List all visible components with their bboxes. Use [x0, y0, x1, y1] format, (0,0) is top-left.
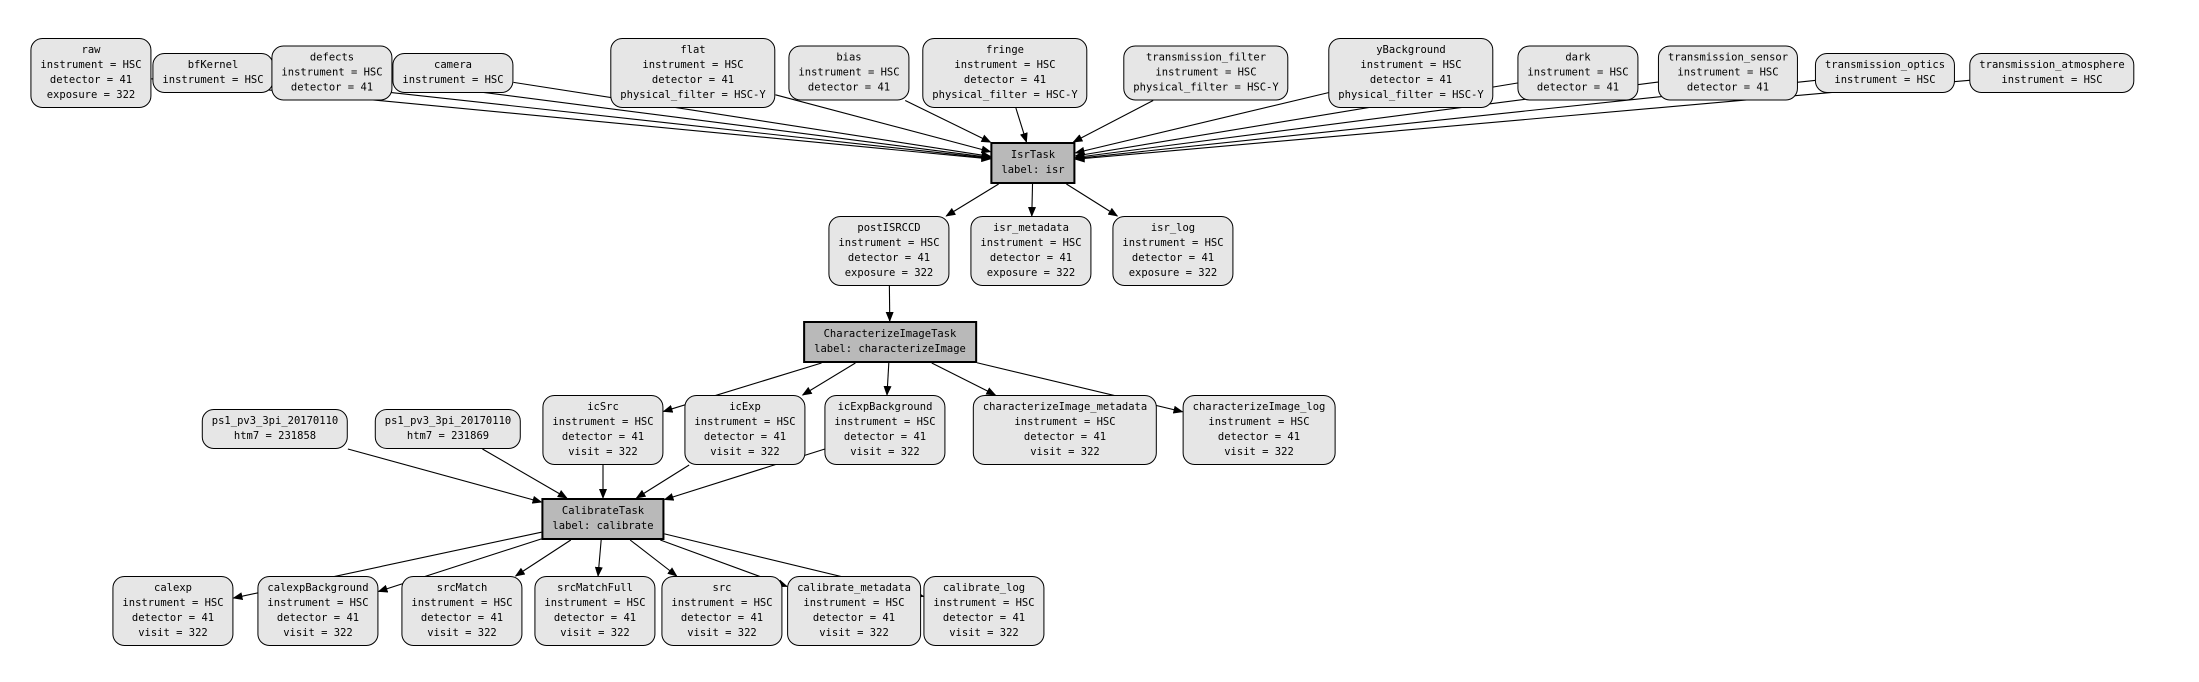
node-attr: instrument = HSC — [1527, 66, 1629, 79]
node-attr: exposure = 322 — [46, 89, 136, 101]
node-attr: detector = 41 — [963, 74, 1047, 86]
node-attr: detector = 41 — [651, 74, 735, 86]
node-title: bias — [836, 51, 862, 64]
node-attr: instrument = HSC — [1122, 237, 1224, 249]
node-attr: instrument = HSC — [798, 66, 900, 79]
node-title: calibrate_log — [942, 582, 1026, 594]
node-fringe — [922, 38, 1087, 108]
node-attr: instrument = HSC — [642, 59, 744, 71]
node-attr: instrument = HSC — [1208, 416, 1310, 428]
node-attr: visit = 322 — [427, 627, 497, 639]
node-attr: instrument = HSC — [1677, 66, 1779, 79]
node-attr: instrument = HSC — [933, 597, 1035, 609]
edge-isr-to-postISRCCD — [946, 184, 998, 216]
node-attr: detector = 41 — [703, 431, 787, 443]
node-title: dark — [1565, 51, 1591, 64]
node-attr: instrument = HSC — [40, 59, 142, 71]
node-attr: instrument = HSC — [980, 237, 1082, 249]
node-srcMatchFull — [534, 576, 655, 646]
node-attr: visit = 322 — [568, 446, 638, 458]
node-attr: detector = 41 — [843, 431, 927, 443]
node-attr: instrument = HSC — [838, 237, 940, 249]
node-defects — [271, 46, 392, 101]
node-attr: detector = 41 — [1686, 81, 1770, 94]
node-attr: detector = 41 — [131, 612, 215, 624]
node-src — [661, 576, 782, 646]
edge-transmission_filter-to-isr — [1073, 101, 1153, 143]
node-title: transmission_atmosphere — [1979, 59, 2125, 71]
node-title: calexpBackground — [267, 582, 369, 594]
node-attr: instrument = HSC — [122, 597, 224, 609]
node-attr: instrument = HSC — [1155, 66, 1257, 79]
node-attr: instrument = HSC — [281, 66, 383, 79]
node-transmission-optics — [1815, 53, 1955, 93]
node-title: icExp — [729, 401, 761, 413]
node-calibrate-task — [541, 498, 664, 540]
node-title: flat — [680, 44, 706, 56]
node-attr: visit = 322 — [819, 627, 889, 639]
node-title: CharacterizeImageTask — [823, 328, 957, 340]
node-attr: instrument = HSC — [834, 416, 936, 428]
node-attr: instrument = HSC — [267, 597, 369, 609]
node-title: CalibrateTask — [561, 505, 645, 517]
node-isr-log — [1112, 216, 1233, 286]
node-attr: detector = 41 — [561, 431, 645, 443]
node-characterizeImage-log — [1183, 395, 1336, 465]
node-bfKernel — [152, 53, 273, 93]
node-title: isr_metadata — [993, 222, 1069, 234]
node-attr: detector = 41 — [49, 74, 133, 86]
node-postISRCCD — [828, 216, 949, 286]
node-attr: instrument = HSC — [803, 597, 905, 609]
node-attr: visit = 322 — [1030, 446, 1100, 458]
node-attr: htm7 = 231869 — [406, 430, 490, 442]
node-attr: physical_filter = HSC-Y — [1133, 81, 1279, 94]
node-calibrate-log — [923, 576, 1044, 646]
node-attr: instrument = HSC — [552, 416, 654, 428]
node-attr: instrument = HSC — [1360, 59, 1462, 71]
node-attr: instrument = HSC — [954, 59, 1056, 71]
node-icExp — [684, 395, 805, 465]
node-calexp — [112, 576, 233, 646]
node-title: isr_log — [1150, 222, 1196, 234]
node-transmission-atmosphere — [1969, 53, 2134, 93]
node-bias — [788, 46, 909, 101]
node-attr: physical_filter = HSC-Y — [1338, 89, 1484, 101]
node-attr: detector = 41 — [1023, 431, 1107, 443]
node-attr: visit = 322 — [949, 627, 1019, 639]
node-attr: detector = 41 — [420, 612, 504, 624]
node-title: transmission_optics — [1824, 59, 1946, 71]
node-transmission-filter — [1123, 46, 1288, 101]
node-title: defects — [309, 51, 355, 64]
edge-calibrate-to-src — [630, 540, 677, 576]
node-characterize-image-task — [803, 321, 977, 363]
node-attr: detector = 41 — [942, 612, 1026, 624]
node-title: postISRCCD — [857, 222, 921, 234]
node-attr: instrument = HSC — [1834, 74, 1936, 86]
node-title: fringe — [986, 44, 1024, 56]
node-transmission-sensor — [1658, 46, 1798, 101]
node-attr: instrument = HSC — [162, 74, 264, 86]
node-yBackground — [1328, 38, 1493, 108]
node-ps1-refcat-231858 — [202, 409, 348, 449]
node-attr: instrument = HSC — [2001, 74, 2103, 86]
node-calibrate-metadata — [787, 576, 921, 646]
node-srcMatch — [401, 576, 522, 646]
node-title: characterizeImage_metadata — [982, 401, 1148, 413]
node-title: bfKernel — [187, 59, 239, 71]
node-title: srcMatchFull — [557, 582, 633, 594]
node-attr: exposure = 322 — [986, 267, 1076, 279]
node-raw — [30, 38, 151, 108]
node-title: srcMatch — [436, 582, 488, 594]
node-ps1-refcat-231869 — [375, 409, 521, 449]
node-title: IsrTask — [1010, 149, 1056, 161]
node-attr: detector = 41 — [276, 612, 360, 624]
node-isr-task — [990, 142, 1075, 184]
node-attr: detector = 41 — [812, 612, 896, 624]
node-title: src — [712, 582, 732, 594]
node-attr: exposure = 322 — [844, 267, 934, 279]
node-attr: instrument = HSC — [402, 74, 504, 86]
node-attr: detector = 41 — [989, 252, 1073, 264]
node-attr: detector = 41 — [680, 612, 764, 624]
node-attr: visit = 322 — [560, 627, 630, 639]
node-attr: detector = 41 — [1131, 252, 1215, 264]
node-isr-metadata — [970, 216, 1091, 286]
node-title: icSrc — [587, 401, 619, 413]
node-attr: detector = 41 — [1217, 431, 1301, 443]
node-attr: visit = 322 — [850, 446, 920, 458]
node-title: icExpBackground — [837, 401, 933, 413]
node-title: ps1_pv3_3pi_20170110 — [384, 415, 512, 427]
node-attr: detector = 41 — [1536, 81, 1620, 94]
node-title: raw — [81, 44, 101, 56]
node-title: calexp — [154, 582, 192, 594]
edge-isr-to-isr_log — [1066, 184, 1117, 216]
edge-ps1_a-to-calibrate — [348, 449, 542, 502]
node-attr: instrument = HSC — [1014, 416, 1116, 428]
node-attr: exposure = 322 — [1128, 267, 1218, 279]
node-attr: visit = 322 — [1224, 446, 1294, 458]
node-attr: htm7 = 231858 — [233, 430, 317, 442]
node-attr: instrument = HSC — [671, 597, 773, 609]
node-attr: label: isr — [1001, 164, 1065, 176]
node-title: transmission_filter — [1145, 51, 1267, 64]
edge-calibrate-to-srcMatch — [516, 540, 571, 576]
node-characterizeImage-metadata — [973, 395, 1157, 465]
node-icExpBackground — [824, 395, 945, 465]
node-title: characterizeImage_log — [1192, 401, 1326, 413]
node-title: transmission_sensor — [1667, 51, 1789, 64]
node-flat — [610, 38, 775, 108]
node-attr: visit = 322 — [687, 627, 757, 639]
node-title: calibrate_metadata — [797, 582, 911, 594]
edge-isr-to-isr_metadata — [1032, 184, 1033, 216]
node-dark — [1517, 46, 1638, 101]
node-calexpBackground — [257, 576, 378, 646]
edge-calibrate-to-srcMatchFull — [598, 540, 601, 576]
edge-yBackground-to-isr — [1076, 93, 1329, 153]
edge-fringe-to-isr — [1016, 108, 1027, 142]
node-title: camera — [434, 59, 472, 71]
node-attr: instrument = HSC — [694, 416, 796, 428]
edge-characterizeImage-to-icExp — [803, 363, 856, 395]
node-attr: visit = 322 — [710, 446, 780, 458]
node-icSrc — [542, 395, 663, 465]
node-attr: detector = 41 — [290, 81, 374, 94]
node-attr: visit = 322 — [283, 627, 353, 639]
node-attr: physical_filter = HSC-Y — [932, 89, 1078, 101]
node-attr: visit = 322 — [138, 627, 208, 639]
edge-characterizeImage-to-icExpBackground — [887, 363, 889, 395]
node-attr: label: characterizeImage — [814, 343, 966, 355]
node-attr: label: calibrate — [552, 520, 654, 532]
node-attr: detector = 41 — [553, 612, 637, 624]
node-attr: detector = 41 — [1369, 74, 1453, 86]
node-attr: physical_filter = HSC-Y — [620, 89, 766, 101]
node-title: ps1_pv3_3pi_20170110 — [211, 415, 339, 427]
node-camera — [392, 53, 513, 93]
node-attr: detector = 41 — [847, 252, 931, 264]
node-attr: instrument = HSC — [411, 597, 513, 609]
node-title: yBackground — [1376, 44, 1446, 56]
node-attr: detector = 41 — [807, 81, 891, 94]
edge-characterizeImage-to-characterizeImage_metadata — [932, 363, 996, 395]
edge-icExp-to-calibrate — [637, 465, 690, 498]
node-attr: instrument = HSC — [544, 597, 646, 609]
